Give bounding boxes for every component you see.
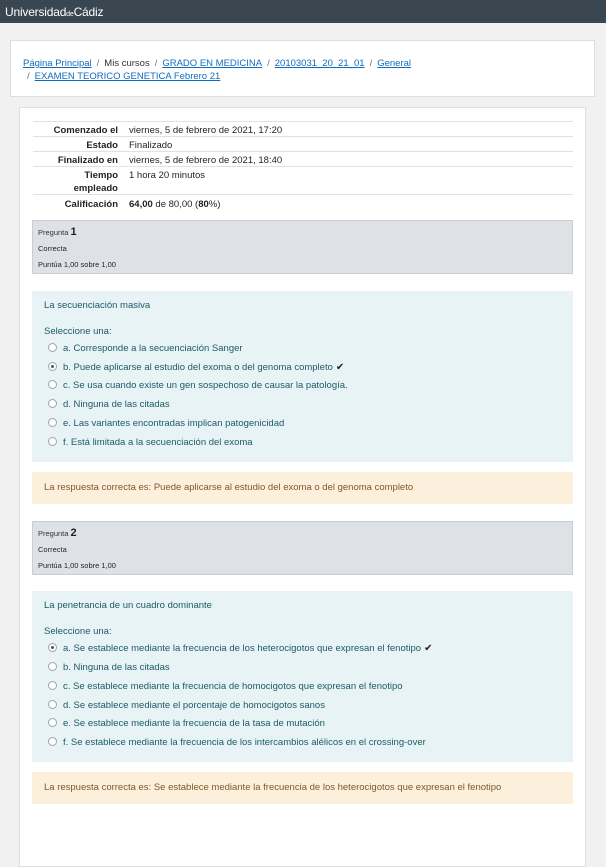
question-1-option-b[interactable]: b. Puede aplicarse al estudio del exoma o del genoma completo ✔ [48,362,344,373]
breadcrumb-course-code[interactable]: 20103031_20_21_01 [274,58,365,69]
question-2-mark: Puntúa 1,00 sobre 1,00 [38,561,116,570]
question-2-option-c[interactable]: c. Se establece mediante la frecuencia de homocigotos que expresan el fenotipo [48,681,403,692]
summary-row-finished: Finalizado en viernes, 5 de febrero de 2021, 18:40 [33,151,573,167]
radio-icon[interactable] [48,418,57,427]
question-1-number: Pregunta 1 [38,226,77,238]
question-1-info [32,220,573,274]
radio-checked-icon[interactable] [48,643,57,652]
question-2-option-f[interactable]: f. Se establece mediante la frecuencia de los intercambios alélicos en el crossing-over [48,737,426,748]
breadcrumb-my-courses: Mis cursos [104,58,150,69]
summary-row-state: Estado Finalizado [33,136,573,152]
radio-icon[interactable] [48,662,57,671]
question-1-option-e[interactable]: e. Las variantes encontradas implican patogenicidad [48,418,284,429]
radio-checked-icon[interactable] [48,362,57,371]
correct-check-icon: ✔ [424,643,433,654]
breadcrumb: Página Principal / Mis cursos / GRADO EN MEDICINA / 20103031_20_21_01 / General [23,58,412,69]
question-1-option-a[interactable]: a. Corresponde a la secuenciación Sanger [48,343,243,354]
top-navbar [0,0,606,23]
radio-icon[interactable] [48,343,57,352]
question-2-option-a[interactable]: a. Se establece mediante la frecuencia de los heterocigotos que expresan el fenotipo ✔ [48,643,432,654]
question-2-number: Pregunta 2 [38,527,77,539]
summary-row-started: Comenzado el viernes, 5 de febrero de 2021, 17:20 [33,121,573,139]
summary-row-grade: Calificación 64,00 de 80,00 (80%) [33,194,573,212]
radio-icon[interactable] [48,718,57,727]
question-1-feedback: La respuesta correcta es: Puede aplicarse al estudio del exoma o del genoma completo [32,472,573,504]
question-2-content [32,591,573,762]
question-2-feedback: La respuesta correcta es: Se establece mediante la frecuencia de los heterocigotos que expresan el fenotipo [32,772,573,804]
question-1-option-d[interactable]: d. Ninguna de las citadas [48,399,170,410]
correct-check-icon: ✔ [335,362,345,373]
radio-icon[interactable] [48,737,57,746]
summary-row-time: Tiempo empleado 1 hora 20 minutos [33,166,573,195]
university-logo[interactable]: UniversidaddeCádiz [5,5,104,19]
breadcrumb-course[interactable]: GRADO EN MEDICINA [162,58,263,69]
question-2-prompt: La penetrancia de un cuadro dominante [44,600,212,611]
radio-icon[interactable] [48,399,57,408]
radio-icon[interactable] [48,700,57,709]
question-2-option-d[interactable]: d. Se establece mediante el porcentaje de homocigotos sanos [48,700,325,711]
question-1-option-f[interactable]: f. Está limitada a la secuenciación del exoma [48,437,253,448]
question-2-select-label: Seleccione una: [44,626,112,637]
breadcrumb-quiz[interactable]: EXAMEN TEORICO GENETICA Febrero 21 [34,71,221,82]
question-1-content [32,291,573,462]
question-2-info [32,521,573,575]
radio-icon[interactable] [48,380,57,389]
question-2-option-e[interactable]: e. Se establece mediante la frecuencia de la tasa de mutación [48,718,325,729]
radio-icon[interactable] [48,681,57,690]
breadcrumb-home[interactable]: Página Principal [23,58,92,69]
question-1-state: Correcta [38,244,67,253]
question-2-state: Correcta [38,545,67,554]
question-2-option-b[interactable]: b. Ninguna de las citadas [48,662,170,673]
question-1-option-c[interactable]: c. Se usa cuando existe un gen sospechoso de causar la patología. [48,380,348,391]
question-1-prompt: La secuenciación masiva [44,300,151,311]
breadcrumb-section[interactable]: General [377,58,412,69]
question-1-select-label: Seleccione una: [44,326,112,337]
question-1-mark: Puntúa 1,00 sobre 1,00 [38,260,116,269]
radio-icon[interactable] [48,437,57,446]
breadcrumb-line-2: / EXAMEN TEORICO GENETICA Febrero 21 [27,71,221,82]
grade-value: 64,00 de 80,00 (80%) [129,199,221,210]
